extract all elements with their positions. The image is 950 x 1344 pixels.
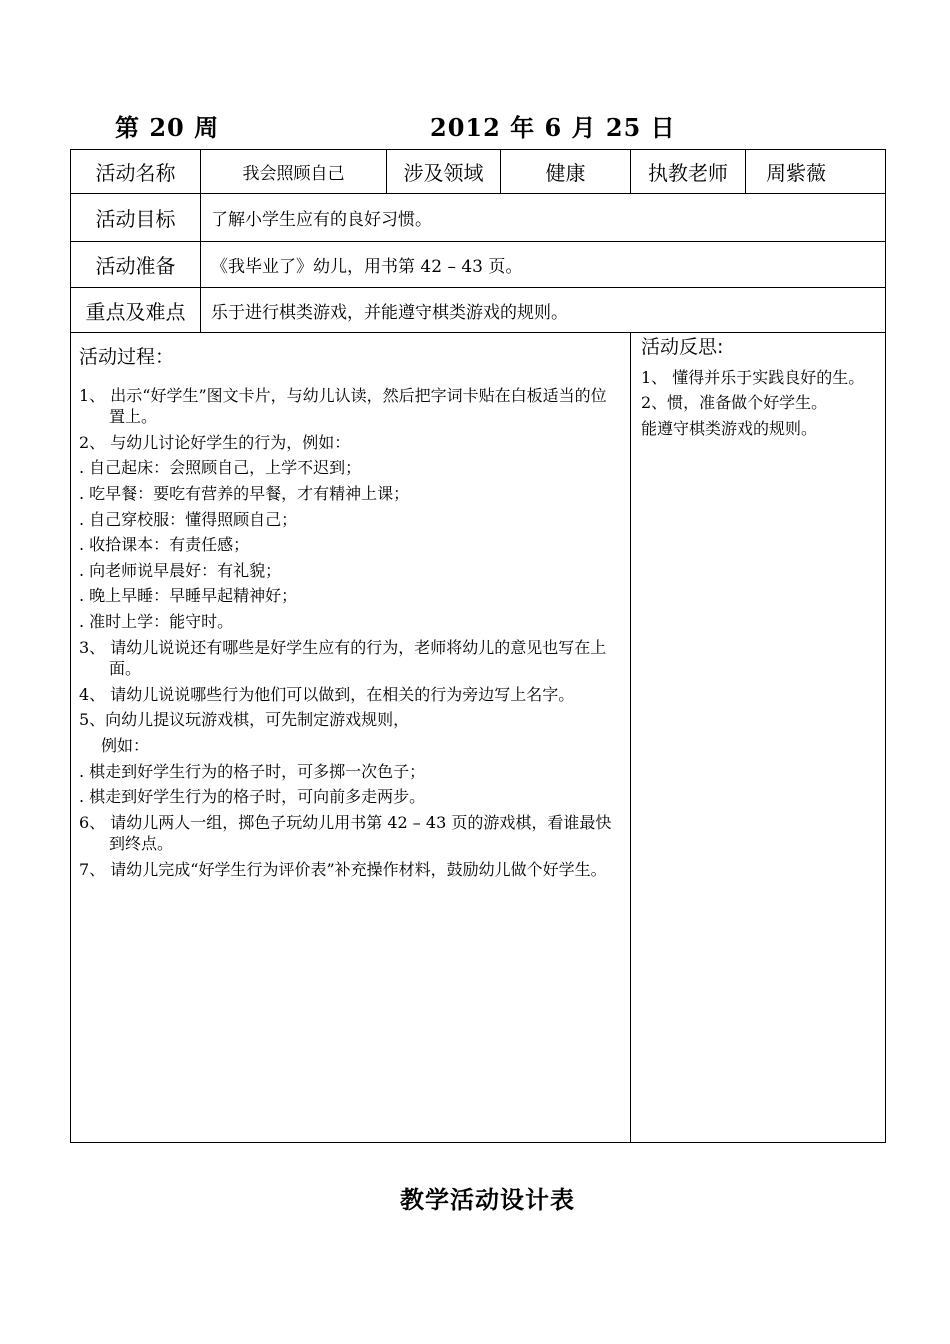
domain-label: 涉及领域	[387, 150, 501, 194]
date-label: 2012 年 6 月 25 日	[430, 113, 676, 142]
teacher-label: 执教老师	[631, 150, 746, 194]
process-item: . 棋走到好学生行为的格子时，可向前多走两步。	[79, 787, 426, 807]
key-points-value: 乐于进行棋类游戏，并能遵守棋类游戏的规则。	[201, 288, 886, 333]
process-item: 1、 出示“好学生”图文卡片，与幼儿认读，然后把字词卡贴在白板适当的位置上。	[79, 385, 607, 427]
process-item: . 自己穿校服：懂得照顾自己；	[79, 509, 298, 529]
reflection-item: 1、 懂得并乐于实践良好的生。	[641, 367, 865, 387]
activity-reflection-cell	[631, 333, 886, 1143]
teacher-value: 周紫薇	[746, 150, 886, 194]
key-points-label: 重点及难点	[71, 288, 201, 333]
activity-prep-label: 活动准备	[71, 242, 201, 288]
activity-goal-label: 活动目标	[71, 194, 201, 242]
activity-goal-value: 了解小学生应有的良好习惯。	[201, 194, 886, 242]
activity-name-label: 活动名称	[71, 150, 201, 194]
name-row	[71, 150, 886, 194]
process-item: 4、 请幼儿说说哪些行为他们可以做到，在相关的行为旁边写上名字。	[79, 684, 575, 704]
process-item: . 自己起床：会照顾自己，上学不迟到；	[79, 458, 362, 478]
process-item: . 准时上学：能守时。	[79, 611, 234, 631]
process-item: 7、 请幼儿完成“好学生行为评价表”补充操作材料，鼓励幼儿做个好学生。	[79, 859, 607, 879]
activity-reflection-title: 活动反思:	[641, 336, 724, 358]
goal-row	[71, 194, 886, 242]
activity-process-title: 活动过程：	[79, 346, 175, 368]
week-label: 第 20 周	[115, 113, 220, 142]
key-row	[71, 288, 886, 333]
reflection-item: 2、惯，准备做个好学生。	[641, 393, 828, 413]
reflection-item: 能遵守棋类游戏的规则。	[641, 418, 818, 438]
prep-row	[71, 242, 886, 288]
process-item: . 吃早餐：要吃有营养的早餐，才有精神上课；	[79, 484, 410, 504]
process-item: . 晚上早睡：早睡早起精神好；	[79, 586, 298, 606]
process-item: 5、向幼儿提议玩游戏棋，可先制定游戏规则，	[79, 710, 410, 730]
activity-prep-value: 《我毕业了》幼儿，用书第 42 – 43 页。	[201, 242, 886, 288]
process-item: . 棋走到好学生行为的格子时，可多掷一次色子；	[79, 761, 426, 781]
process-item: . 向老师说早晨好：有礼貌；	[79, 560, 282, 580]
activity-design-table	[70, 149, 886, 1143]
process-item: 6、 请幼儿两人一组，掷色子玩幼儿用书第 42 – 43 页的游戏棋，看谁最快到终点。	[79, 812, 612, 854]
activity-name-value: 我会照顾自己	[201, 150, 387, 194]
process-item: 例如：	[101, 735, 150, 755]
domain-value: 健康	[501, 150, 631, 194]
activity-process-cell	[71, 333, 631, 1143]
design-table-title: 教学活动设计表	[400, 1185, 575, 1214]
process-item: 3、 请幼儿说说还有哪些是好学生应有的行为，老师将幼儿的意见也写在上面。	[79, 637, 607, 679]
process-item: 2、 与幼儿讨论好学生的行为，例如：	[79, 432, 351, 452]
process-row	[71, 333, 886, 1143]
process-item: . 收拾课本：有责任感；	[79, 535, 250, 555]
